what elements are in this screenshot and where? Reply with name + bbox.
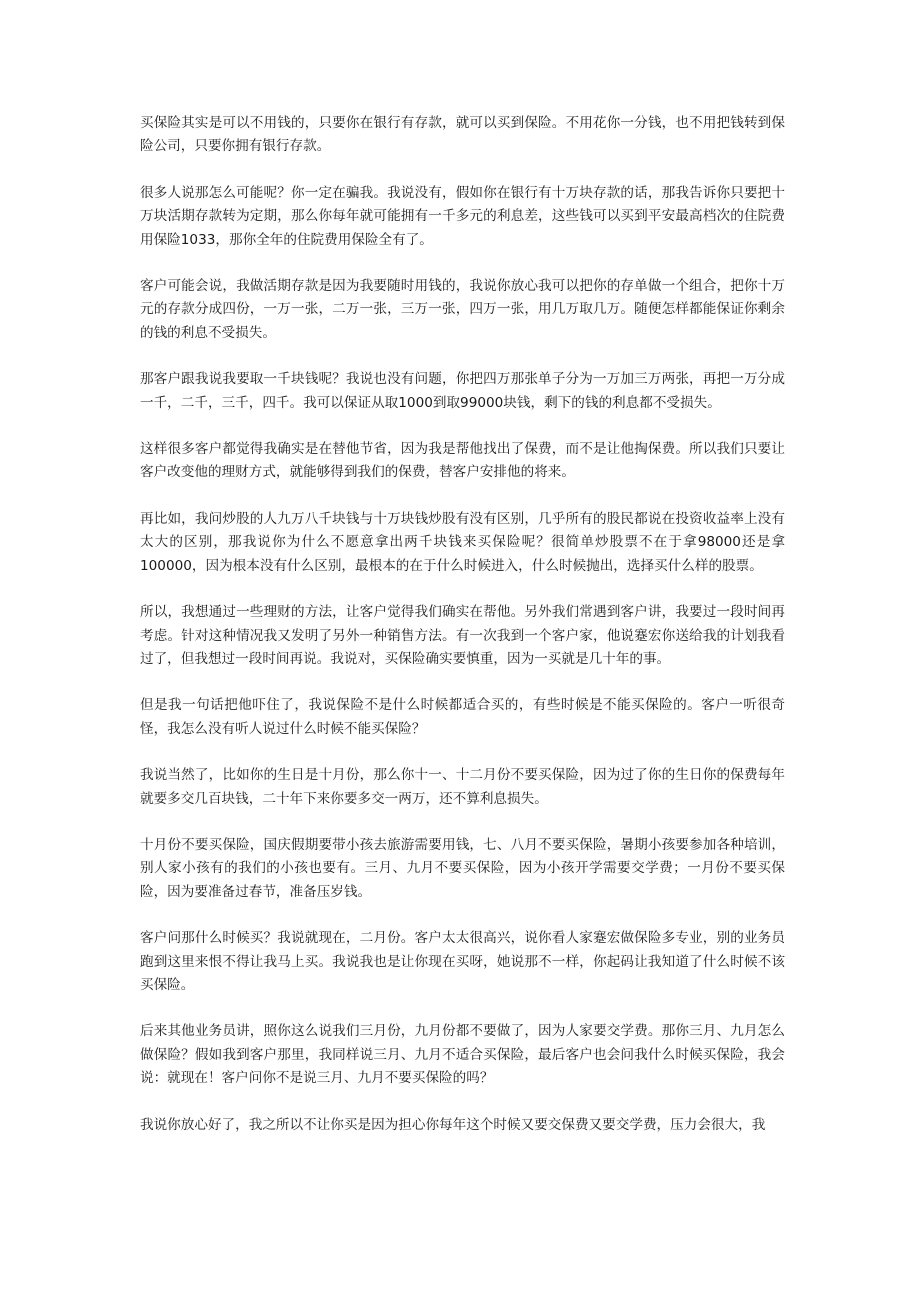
paragraph-2: 很多人说那怎么可能呢？你一定在骗我。我说没有，假如你在银行有十万块存款的话，那我告诉你只要把十万块活期存款转为定期，那么你每年就可能拥有一千多元的利息差，这些钱可以买到平安最高档次的住院费用保险1033，那你全年的住院费用保险全有了。 xyxy=(140,184,785,248)
paragraph-11: 客户问那什么时候买？我说就现在，二月份。客户太太很高兴，说你看人家蹇宏做保险多专业，别的业务员跑到这里来恨不得让我马上买。我说我也是让你现在买呀，她说那不一样，你起码让我知道了什么时候不该买保险。 xyxy=(140,930,785,993)
paragraph-10: 十月份不要买保险，国庆假期要带小孩去旅游需要用钱，七、八月不要买保险，暑期小孩要参加各种培训，别人家小孩有的我们的小孩也要有。三月、九月不要买保险，因为小孩开学需要交学费；一月份不要买保险，因为要准备过春节，准备压岁钱。 xyxy=(140,836,785,900)
document-body xyxy=(140,112,785,1160)
paragraph-4: 那客户跟我说我要取一千块钱呢？我说也没有问题，你把四万那张单子分为一万加三万两张，再把一万分成一千，二千，三千，四千。我可以保证从取1000到取99000块钱，剩下的钱的利息都不受损失。 xyxy=(140,371,785,411)
paragraph-12: 后来其他业务员讲，照你这么说我们三月份，九月份都不要做了，因为人家要交学费。那你三月、九月怎么做保险？假如我到客户那里，我同样说三月、九月不适合买保险，最后客户也会问我什么时候买保险，我会说：就现在！客户问你不是说三月、九月不要买保险的吗？ xyxy=(140,1023,785,1087)
paragraph-7: 所以，我想通过一些理财的方法，让客户觉得我们确实在帮他。另外我们常遇到客户讲，我要过一段时间再考虑。针对这种情况我又发明了另外一种销售方法。有一次我到一个客户家，他说蹇宏你送给我的计划我看过了，但我想过一段时间再说。我说对，买保险确实要慎重，因为一买就是几十年的事。 xyxy=(140,604,785,667)
paragraph-8: 但是我一句话把他吓住了，我说保险不是什么时候都适合买的，有些时候是不能买保险的。客户一听很奇怪，我怎么没有听人说过什么时候不能买保险？ xyxy=(140,697,785,737)
paragraph-13: 我说你放心好了，我之所以不让你买是因为担心你每年这个时候又要交保费又要交学费，压力会很大，我 xyxy=(140,1116,766,1133)
paragraph-9: 我说当然了，比如你的生日是十月份，那么你十一、十二月份不要买保险，因为过了你的生日你的保费每年就要多交几百块钱，二十年下来你要多交一两万，还不算利息损失。 xyxy=(140,767,785,807)
paragraph-5: 这样很多客户都觉得我确实是在替他节省，因为我是帮他找出了保费，而不是让他掏保费。所以我们只要让客户改变他的理财方式，就能够得到我们的保费，替客户安排他的将来。 xyxy=(140,441,785,481)
paragraph-6: 再比如，我问炒股的人九万八千块钱与十万块钱炒股有没有区别，几乎所有的股民都说在投资收益率上没有太大的区别，那我说你为什么不愿意拿出两千块钱来买保险呢？很简单炒股票不在于拿98000还是拿100000，因为根本没有什么区别，最根本的在于什么时候进入，什么时候抛出，选择买什么样的股票。 xyxy=(140,510,785,574)
paragraph-3: 客户可能会说，我做活期存款是因为我要随时用钱的，我说你放心我可以把你的存单做一个组合，把你十万元的存款分成四份，一万一张，二万一张，三万一张，四万一张，用几万取几万。随便怎样都能保证你剩余的钱的利息不受损失。 xyxy=(140,278,785,341)
paragraph-1: 买保险其实是可以不用钱的，只要你在银行有存款，就可以买到保险。不用花你一分钱，也不用把钱转到保险公司，只要你拥有银行存款。 xyxy=(140,115,785,155)
